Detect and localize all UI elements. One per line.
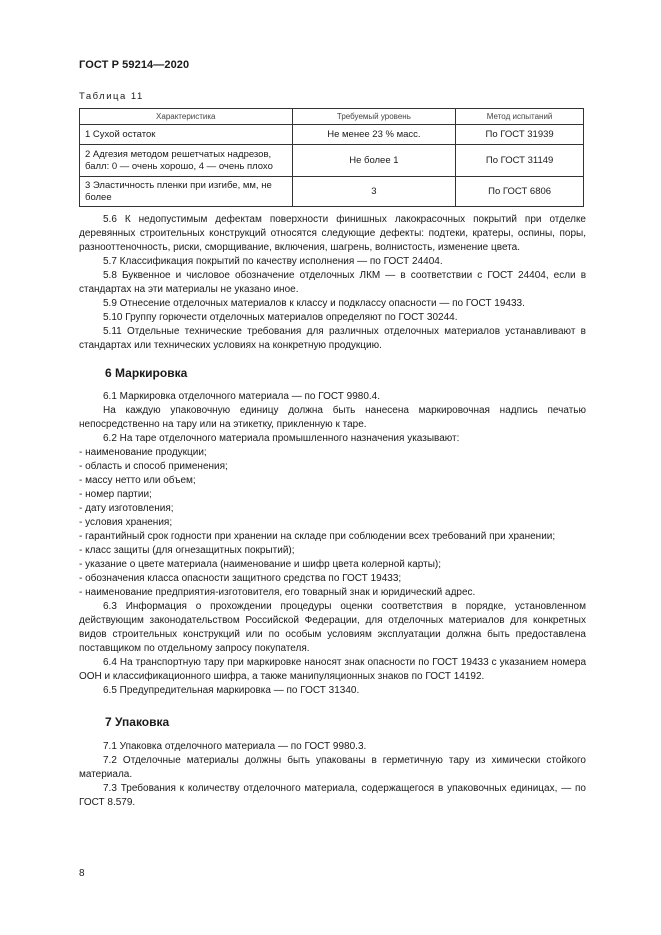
table-cell: По ГОСТ 6806 [456,177,584,207]
paragraph: 6.1 Маркировка отделочного материала — по ГОСТ 9980.4. [103,391,381,402]
paragraph: 6.2 На таре отделочного материала промышленного назначения указывают: [103,433,460,444]
paragraph: 5.10 Группу горючести отделочных материалов определяют по ГОСТ 30244. [103,312,458,323]
list-item: - обозначения класса опасности защитного средства по ГОСТ 19433; [79,573,402,584]
paragraph: 6.4 На транспортную тару при маркировке наносят знак опасности по ГОСТ 19433 с указанием номера ООН и классификационного шифра, а также манипуляционных знаков по ГОСТ 14192. [79,657,586,682]
table-header-row [80,109,584,125]
paragraph: 5.7 Классификация покрытий по качеству исполнения — по ГОСТ 24404. [103,256,443,267]
table-cell: 2 Адгезия методом решетчатых надрезов, балл: 0 — очень хорошо, 4 — очень плохо [80,145,293,177]
table-cell: По ГОСТ 31939 [456,125,584,145]
paragraph: 7.2 Отделочные материалы должны быть упакованы в герметичную тару из химически стойкого материала. [79,755,586,780]
page-number: 8 [79,868,85,879]
paragraph: 5.9 Отнесение отделочных материалов к классу и подклассу опасности — по ГОСТ 19433. [103,298,525,309]
list-item: - область и способ применения; [79,461,228,472]
table-cell: 1 Сухой остаток [80,125,293,145]
table-header-cell: Требуемый уровень [292,109,456,125]
paragraph: 6.3 Информация о прохождении процедуры оценки соответствия в порядке, установленном действующим законодательством Российской Федерации, для отделочных материалов для конкретных видов строительных конструкций или по особым условиям эксплуатации должна быть предоставлена поставщиком по отдельному запросу покупателя. [79,601,586,654]
list-item: - указание о цвете материала (наименование и шифр цвета колерной карты); [79,559,442,570]
table-cell: 3 [292,177,456,207]
paragraph: На каждую упаковочную единицу должна быть нанесена маркировочная надпись печатью непосредственно на тару или на этикетку, прикленную к таре. [79,405,586,430]
paragraph: 5.8 Буквенное и числовое обозначение отделочных ЛКМ — в соответствии с ГОСТ 24404, если в стандартах на эти материалы не указано иное. [79,270,586,295]
section5-text [79,213,586,353]
section7-title: 7 Упаковка [105,715,170,729]
table-caption: Таблица 11 [79,91,144,102]
table-cell: По ГОСТ 31149 [456,145,584,177]
list-item: - номер партии; [79,489,152,500]
table-header-cell: Метод испытаний [456,109,584,125]
section7-text [79,740,586,810]
document-header: ГОСТ Р 59214—2020 [79,59,190,71]
paragraph: 7.1 Упаковка отделочного материала — по ГОСТ 9980.3. [103,741,367,752]
paragraph: 7.3 Требования к количеству отделочного материала, содержащегося в упаковочных единицах, — по ГОСТ 8.579. [79,783,586,808]
table-row [80,145,584,177]
paragraph: 5.6 К недопустимым дефектам поверхности финишных лакокрасочных покрытий при отделке деревянных строительных конструкций относятся следующие дефекты: подтеки, кратеры, оспины, поры, разнооттеночность, риски, сморщивание, включения, шагрень, волнистость, изменение цвета. [79,214,586,253]
requirements-table [79,108,584,207]
list-item: - гарантийный срок годности при хранении на складе при соблюдении всех требований при хранении; [79,531,556,542]
table-cell: Не менее 23 % масс. [292,125,456,145]
list-item: - дату изготовления; [79,503,174,514]
list-item: - массу нетто или объем; [79,475,196,486]
table-header-cell: Характеристика [80,109,293,125]
section6-text [79,390,586,698]
list-item: - класс защиты (для огнезащитных покрытий); [79,545,295,556]
table-cell: Не более 1 [292,145,456,177]
list-item: - условия хранения; [79,517,173,528]
list-item: - наименование предприятия-изготовителя, его товарный знак и юридический адрес. [79,587,476,598]
paragraph: 6.5 Предупредительная маркировка — по ГОСТ 31340. [103,685,360,696]
table-row [80,177,584,207]
table-cell: 3 Эластичность пленки при изгибе, мм, не более [80,177,293,207]
list-item: - наименование продукции; [79,447,207,458]
paragraph: 5.11 Отдельные технические требования для различных отделочных материалов устанавливают в стандартах или технических условиях на конкретную продукцию. [79,326,586,351]
section6-title: 6 Маркировка [105,366,188,380]
table-row [80,125,584,145]
